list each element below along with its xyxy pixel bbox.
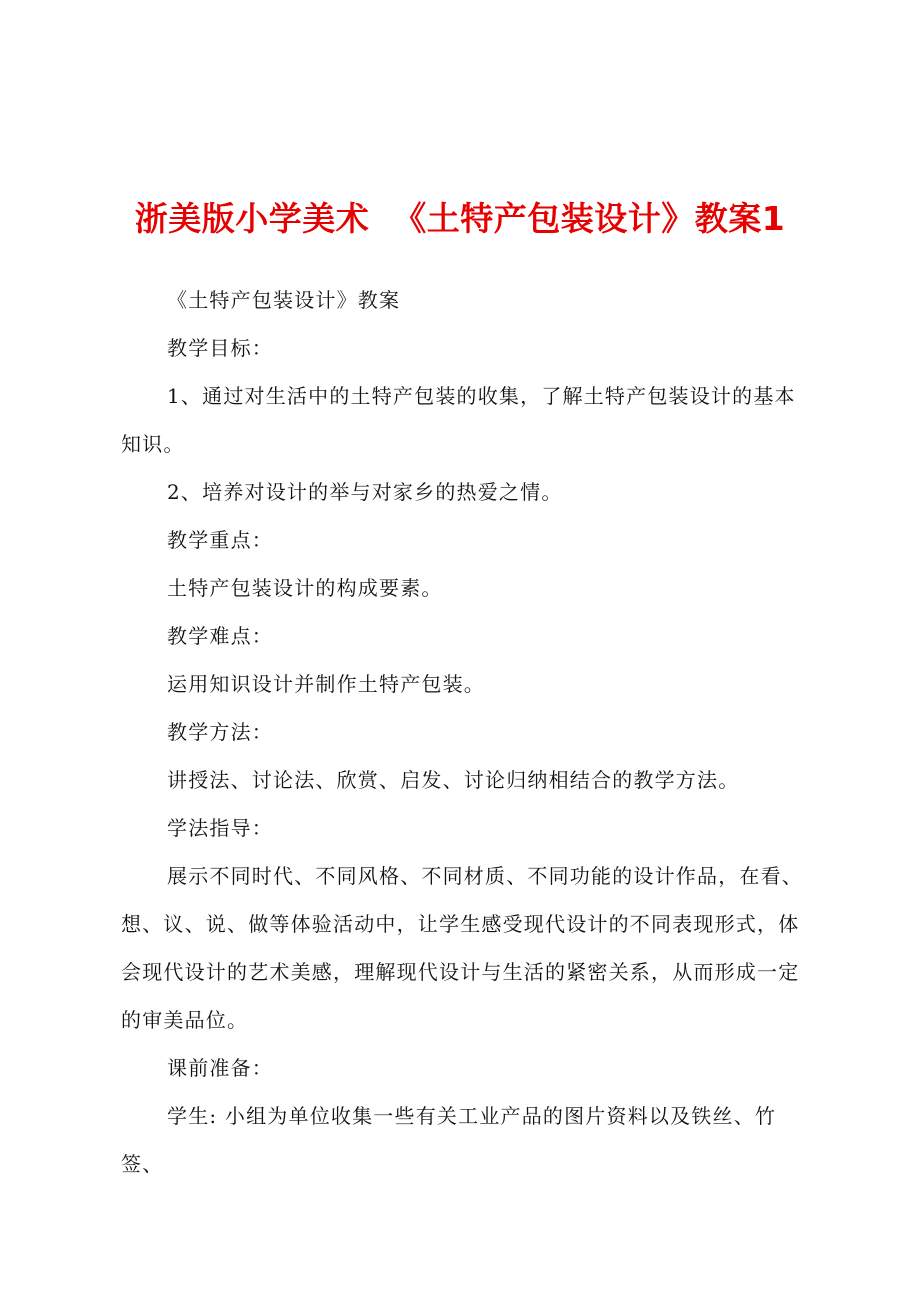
paragraph-objectives-heading: 教学目标： <box>167 336 273 360</box>
paragraph-guidance: 展示不同时代、不同风格、不同材质、不同功能的设计作品，在看、想、议、说、做等体验活动中，让学生感受现代设计的不同表现形式，体会现代设计的艺术美感，理解现代设计与生活的紧密关系，从而形成一定的审美品位。 <box>121 864 803 1032</box>
paragraph-methods: 讲授法、讨论法、欣赏、启发、讨论归纳相结合的教学方法。 <box>167 768 740 792</box>
paragraph-preparation-heading: 课前准备： <box>167 1056 273 1080</box>
paragraph-objective-2: 2、培养对设计的举与对家乡的热爱之情。 <box>167 480 563 504</box>
paragraph-guidance-heading: 学法指导： <box>167 816 273 840</box>
paragraph-key-points: 土特产包装设计的构成要素。 <box>167 576 443 600</box>
paragraph-difficulties-heading: 教学难点： <box>167 624 273 648</box>
document-body <box>121 276 811 1188</box>
paragraph-key-points-heading: 教学重点： <box>167 528 273 552</box>
paragraph-preparation-students: 学生: 小组为单位收集一些有关工业产品的图片资料以及铁丝、竹签、 <box>121 1104 777 1176</box>
paragraph-difficulties: 运用知识设计并制作土特产包装。 <box>167 672 485 696</box>
paragraph-methods-heading: 教学方法： <box>167 720 273 744</box>
paragraph-lesson-title: 《土特产包装设计》教案 <box>167 288 401 312</box>
paragraph-objective-1: 1、通过对生活中的土特产包装的收集，了解土特产包装设计的基本知识。 <box>121 384 796 456</box>
document-title: 浙美版小学美术 《土特产包装设计》教案1 <box>134 199 786 238</box>
